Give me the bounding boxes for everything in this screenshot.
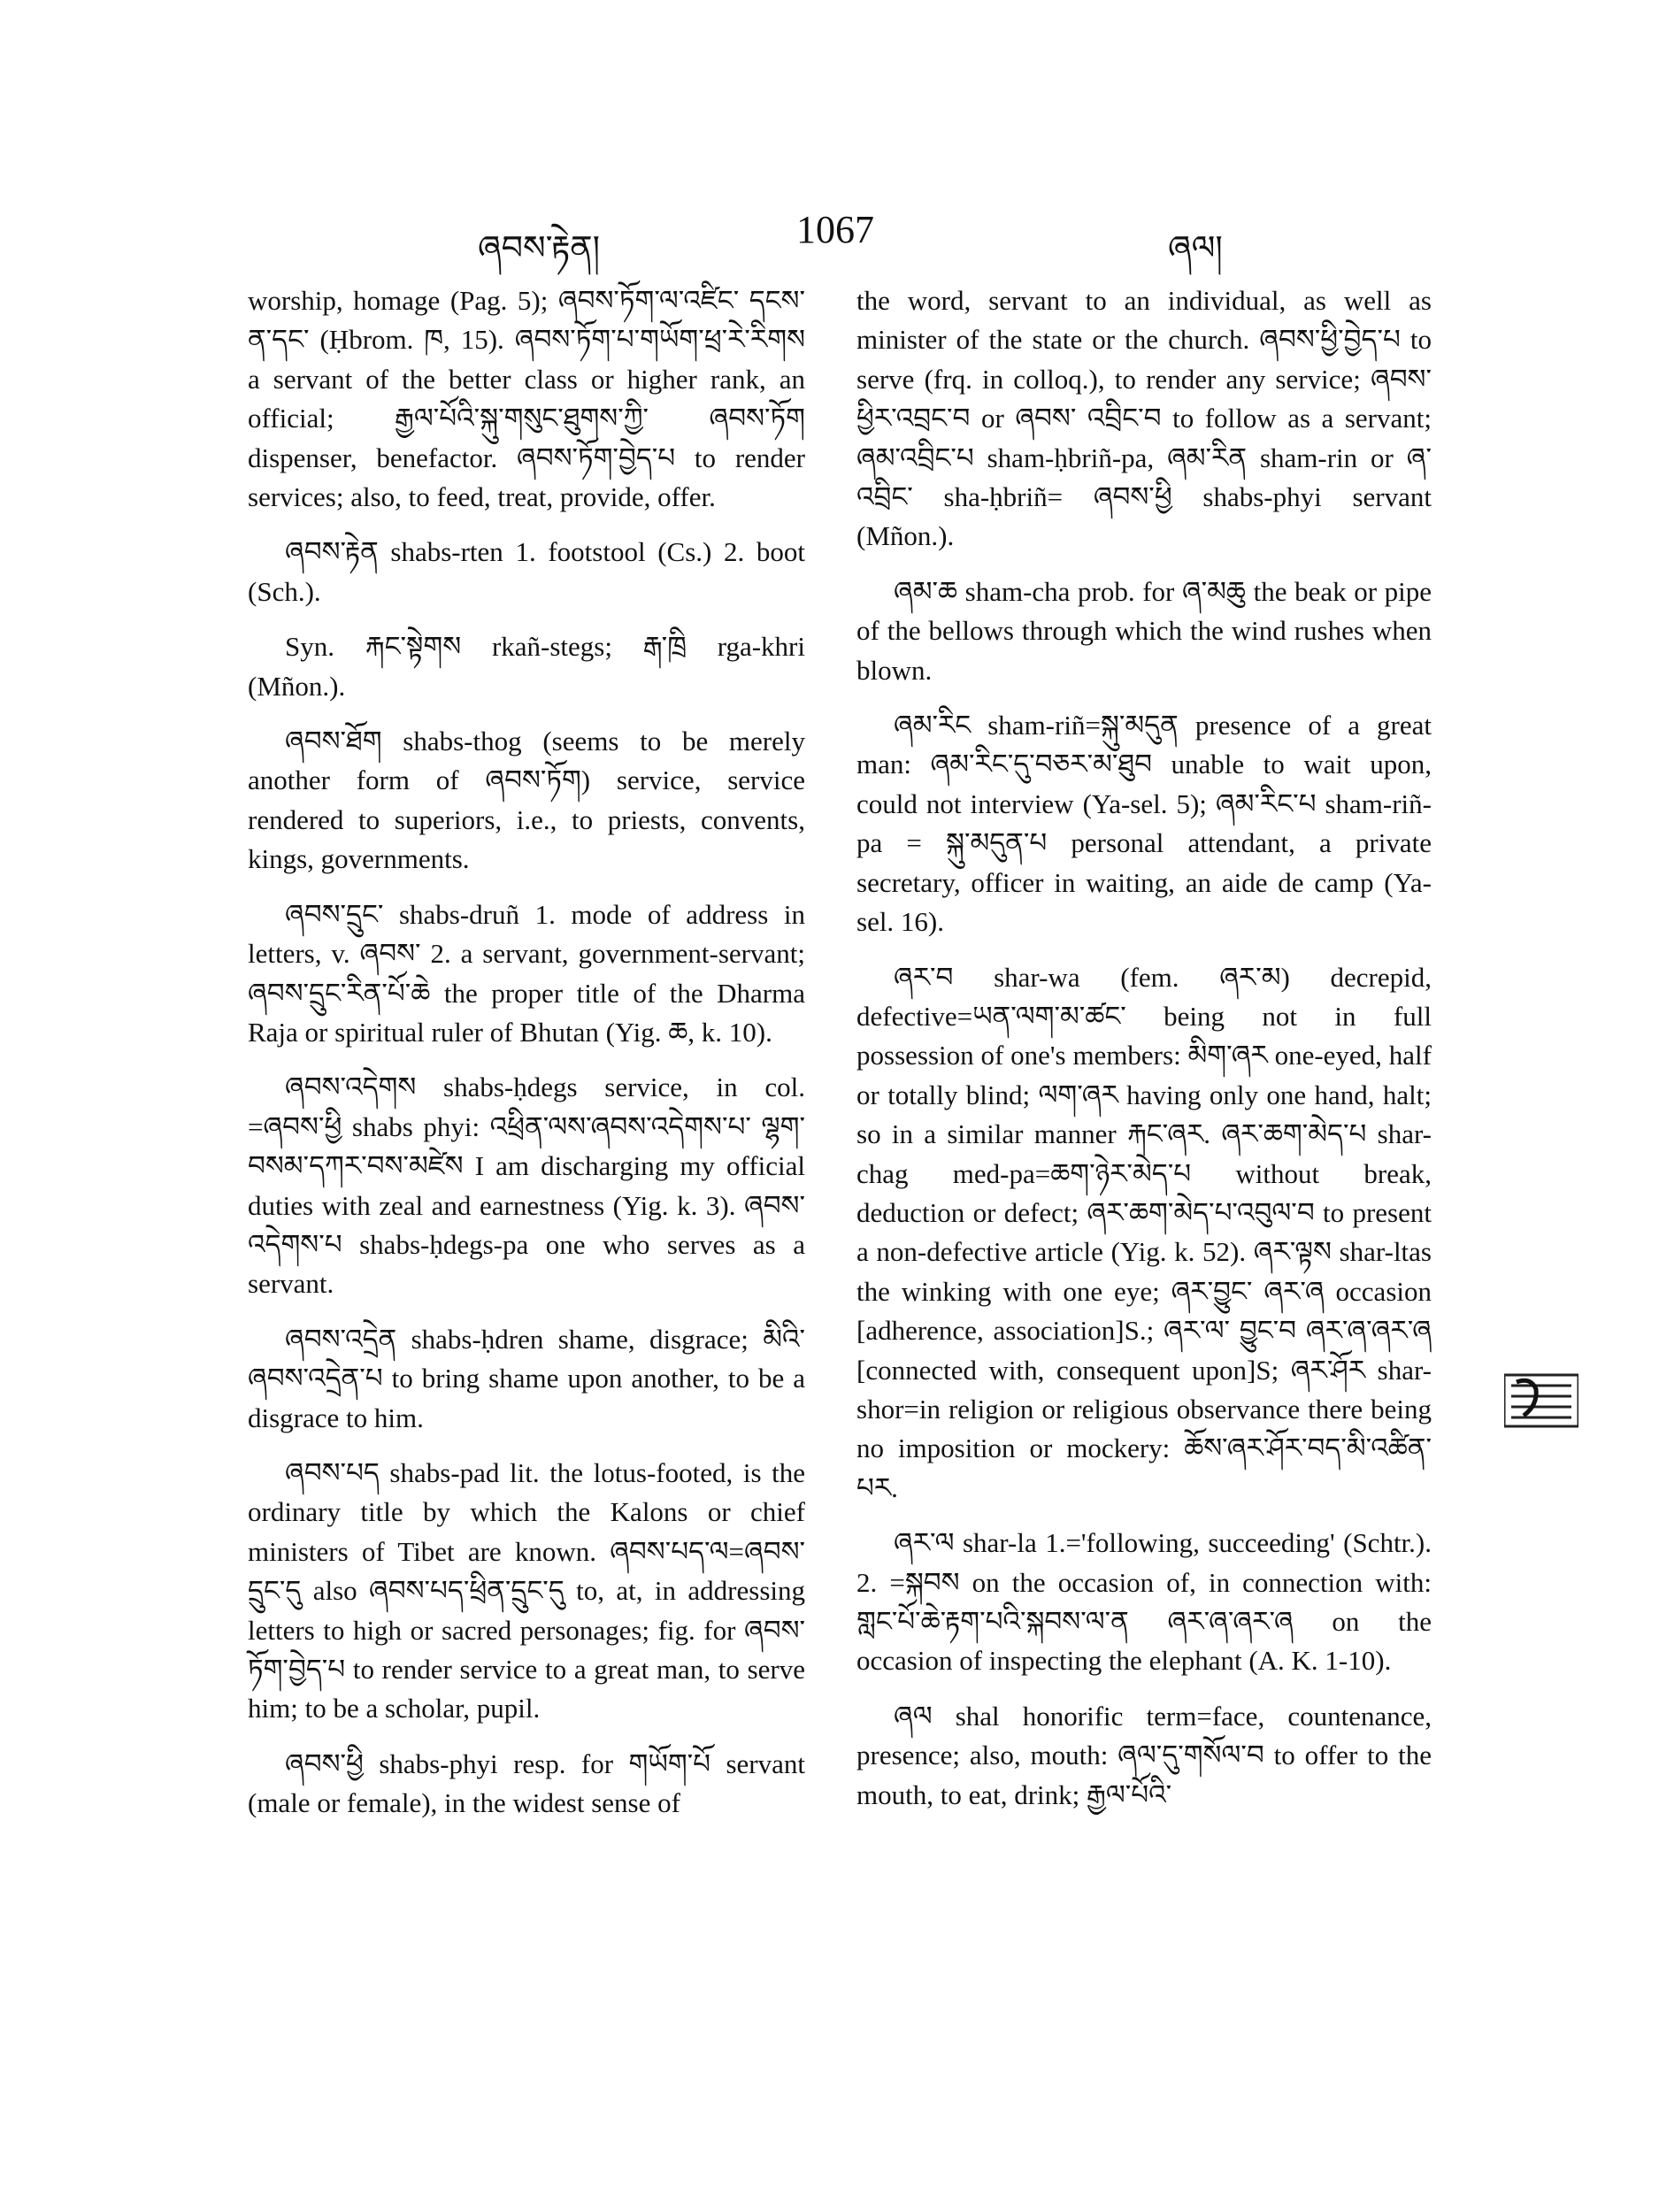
entry-shabs-drun: ཞབས་དྲུང་ shabs-druñ 1. mode of address in letters, v. ཞབས་ 2. a servant, government-servant; ཞབས་དྲུང་རིན་པོ་ཆེ the proper title of the Dharma Raja or spiritual ruler of Bhutan (Yig. ཆ, k. 10). bbox=[248, 898, 805, 1048]
page-number: 1067 bbox=[796, 208, 874, 251]
left-column bbox=[248, 281, 805, 1839]
entry-shabs-thog: ཞབས་ཐོག shabs-thog (seems to be merely another form of ཞབས་ཏོག) service, service rendered to superiors, i.e., to priests, convents, kings, governments. bbox=[248, 726, 805, 875]
page-header bbox=[0, 208, 1659, 267]
entry-sham-rin: ཞམ་རིང sham-riñ=སྐུ་མདུན presence of a great man: ཞམ་རིང་དུ་བཅར་མ་ཐུབ unable to wait upon, could not interview (Ya-sel. 5); ཞམ་རིང་པ sham-riñ-pa = སྐུ་མདུན་པ personal attendant, a private secretary, officer in waiting, an aide de camp (Ya-sel. 16). bbox=[856, 710, 1432, 938]
entry-shabs-continued: worship, homage (Pag. 5); ཞབས་ཏོག་ལ་འཛིང་ དངས་ན་དང་ (Ḥbrom. ཁ, 15). ཞབས་ཏོག་པ་གཡོག་ཕྲ་རེ་རིགས a servant of the better class or higher rank, an official; རྒྱལ་པོའི་སྐུ་གསུང་ཐུགས་ཀྱི་ ཞབས་ཏོག dispenser, benefactor. ཞབས་ཏོག་བྱེད་པ to render services; also, to feed, treat, provide, offer. bbox=[248, 285, 805, 513]
entry-shar-la: ཞར་ལ shar-la 1.='following, succeeding' (Schtr.). 2. =སྐབས on the occasion of, in connection with: གླང་པོ་ཆེ་རྟག་པའི་སྐབས་ལ་ན ཞར་ཞ་ཞར་ཞ on the occasion of inspecting the elephant (A. K. 1-10). bbox=[856, 1527, 1432, 1677]
entry-sham-cha: ཞམ་ཆ sham-cha prob. for ཞ་མཆུ the beak or pipe of the bellows through which the wind rushes when blown. bbox=[856, 575, 1432, 686]
entry-shabs-phyi-continued: the word, servant to an individual, as well as minister of the state or the church. ཞབས་ཕྱི་བྱེད་པ to serve (frq. in colloq.), to render any service; ཞབས་ཕྱིར་འབྲང་བ or ཞབས་ འབྲིང་བ to follow as a servant; ཞམ་འབྲིང་པ sham-ḥbriñ-pa, ཞམ་རིན sham-rin or ཞ་འབྲིང་ sha-ḥbriñ= ཞབས་ཕྱི shabs-phyi servant (Mñon.). bbox=[856, 285, 1432, 552]
entry-shabs-phyi: ཞབས་ཕྱི shabs-phyi resp. for གཡོག་པོ servant (male or female), in the widest sense of bbox=[248, 1747, 805, 1819]
letter-thumb-index-icon bbox=[1504, 1370, 1578, 1432]
entry-shabs-hdegs: ཞབས་འདེགས shabs-ḥdegs service, in col. =ཞབས་ཕྱི shabs phyi: འཕྲིན་ལས་ཞབས་འདེགས་པ་ ལྷག་བསམ་དཀར་བས་མཛེས I am discharging my official duties with zeal and earnestness (Yig. k. 3). ཞབས་འདེགས་པ shabs-ḥdegs-pa one who serves as a servant. bbox=[248, 1071, 805, 1300]
right-running-head: ཞལ། bbox=[1168, 228, 1223, 267]
right-column bbox=[856, 281, 1432, 1831]
entry-shabs-pad: ཞབས་པད shabs-pad lit. the lotus-footed, is the ordinary title by which the Kalons or chief ministers of Tibet are known. ཞབས་པད་ལ=ཞབས་དྲུང་དུ also ཞབས་པད་ཕྲིན་དྲུང་དུ to, at, in addressing letters to high or sacred personages; fig. for ཞབས་ཏོག་བྱེད་པ to render service to a great man, to serve him; to be a scholar, pupil. bbox=[248, 1456, 805, 1724]
entry-shabs-hdren: ཞབས་འདྲེན shabs-ḥdren shame, disgrace; མིའི་ཞབས་འདྲེན་པ to bring shame upon another, to be a disgrace to him. bbox=[248, 1323, 805, 1433]
left-running-head: ཞབས་རྟེན། bbox=[478, 228, 601, 267]
entry-shar-wa: ཞར་བ shar-wa (fem. ཞར་མ) decrepid, defective=ཡན་ལག་མ་ཚང་ being not in full possession of one's members: མིག་ཞར one-eyed, half or totally blind; ལག་ཞར having only one hand, halt; so in a similar manner རྐང་ཞར. ཞར་ཆག་མེད་པ shar-chag med-pa=ཆག་ཉེར་མེད་པ without break, deduction or defect; ཞར་ཆག་མེད་པ་འབུལ་བ to present a non-defective article (Yig. k. 52). ཞར་ལྟས shar-ltas the winking with one eye; ཞར་བྱུང་ ཞར་ཞ occasion [adherence, association]S.; ཞར་ལ་ བྱུང་བ ཞར་ཞ་ཞར་ཞ [connected with, consequent upon]S; ཞར་ཤོར shar-shor=in religion or religious observance there being no imposition or mockery: ཆོས་ཞར་ཤོར་བད་མི་འཚིན་པར. bbox=[856, 961, 1432, 1503]
entry-synonyms: Syn. རྐང་སྟེགས rkañ-stegs; རྒ་ཁྲི rga-khri (Mñon.). bbox=[248, 631, 805, 702]
entry-shabs-rten: ཞབས་རྟེན shabs-rten 1. footstool (Cs.) 2. boot (Sch.). bbox=[248, 536, 805, 607]
entry-shal: ཞལ shal honorific term=face, countenance, presence; also, mouth: ཞལ་དུ་གསོལ་བ to offer to the mouth, to eat, drink; རྒྱལ་པོའི་ bbox=[856, 1700, 1432, 1810]
